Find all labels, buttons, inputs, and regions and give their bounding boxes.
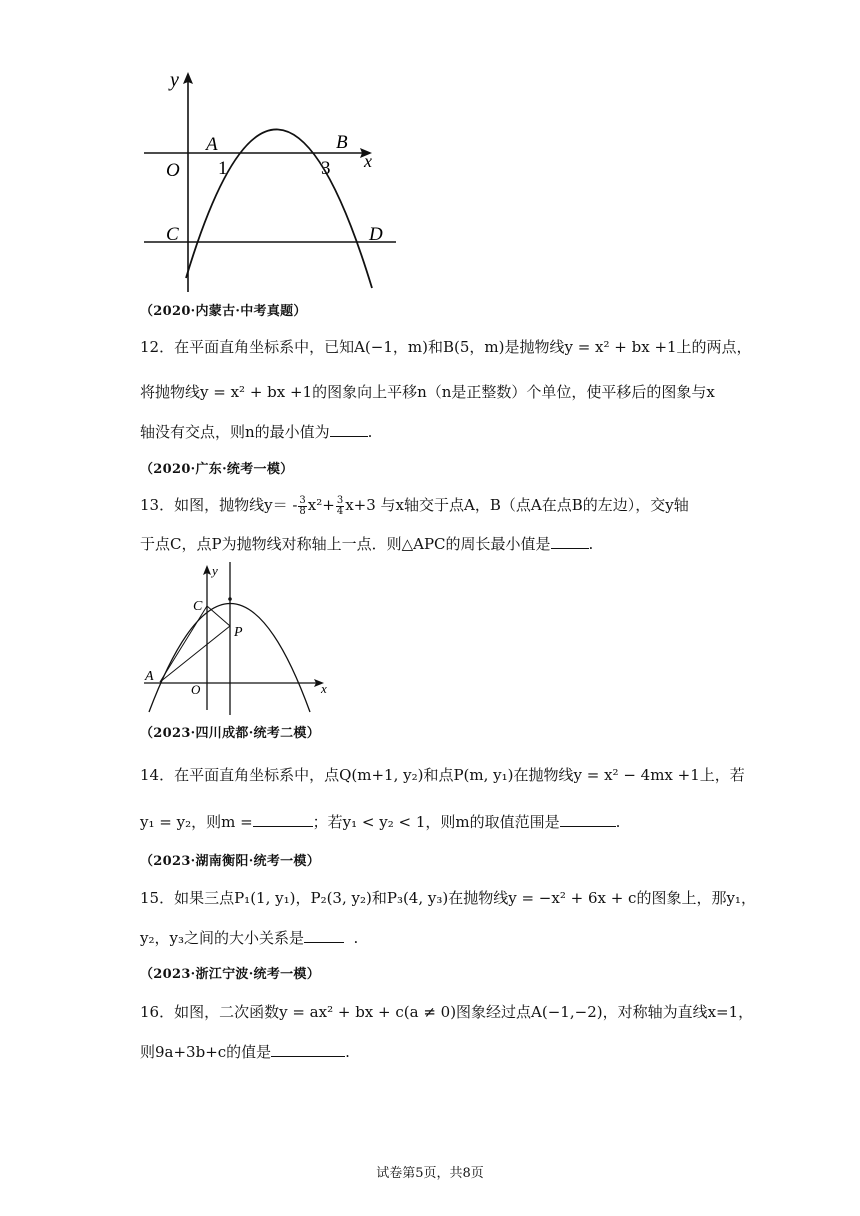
question-number: 15． (140, 889, 175, 907)
label-o: O (191, 682, 201, 697)
question-15-line-2 (140, 927, 358, 949)
answer-blank[interactable] (330, 422, 368, 437)
question-16-line-1 (140, 1001, 753, 1023)
source-label: （2023·湖南衡阳·统考一模） (140, 854, 321, 869)
segment-pa (160, 626, 230, 682)
label-3: 3 (321, 158, 331, 179)
question-12-line-3 (140, 421, 372, 443)
label-o: O (166, 160, 180, 181)
question-number: 13． (140, 496, 175, 514)
answer-blank[interactable] (271, 1042, 345, 1057)
label-y: y (212, 563, 218, 578)
denominator: 4 (336, 505, 344, 517)
figure-parabola-1 (140, 70, 400, 295)
question-16-line-2 (140, 1041, 350, 1063)
question-text: y₁ = y₂，则m = (140, 813, 253, 831)
label-c: C (193, 599, 203, 614)
label-p: P (234, 625, 243, 640)
source-label: （2020·内蒙古·中考真题） (140, 304, 307, 319)
question-12-line-1 (140, 336, 752, 358)
source-label: （2020·广东·统考一模） (140, 462, 294, 477)
label-a: A (145, 669, 154, 684)
question-14-line-2 (140, 811, 620, 833)
point-vertex (228, 597, 232, 601)
question-15-line-1 (140, 887, 756, 909)
question-number: 16． (140, 1003, 175, 1021)
question-number: 14． (140, 766, 175, 784)
question-13-line-2 (140, 533, 593, 555)
period: . (588, 535, 594, 553)
label-d: D (369, 224, 383, 245)
numerator: 3 (336, 494, 344, 506)
segment-ac (160, 606, 207, 682)
question-14-line-1 (140, 764, 745, 786)
period: . (615, 813, 621, 831)
page-footer: 试卷第5页，共8页 (376, 1166, 484, 1181)
question-text: ；若y₁ < y₂ < 1，则m的取值范围是 (312, 813, 560, 831)
question-text: x²+ (307, 496, 335, 514)
answer-blank[interactable] (304, 928, 344, 943)
source-label: （2023·浙江宁波·统考一模） (140, 967, 321, 982)
segment-cp (207, 606, 230, 626)
label-1: 1 (218, 158, 228, 179)
period: . (367, 423, 373, 441)
question-text: 轴没有交点，则n的最小值为 (140, 423, 330, 441)
question-text: y₂，y₃之间的大小关系是 (140, 929, 304, 947)
label-a: A (206, 134, 218, 155)
question-text: 如图，抛物线y＝ - (174, 496, 298, 514)
numerator: 3 (299, 494, 306, 506)
label-c: C (166, 224, 179, 245)
question-13-line-1 (140, 494, 689, 517)
question-number: 12． (140, 338, 175, 356)
period: . (353, 929, 359, 947)
period: . (345, 1043, 350, 1061)
fraction (336, 496, 344, 517)
question-text: 则9a+3b+c的值是 (140, 1043, 272, 1061)
question-text: 于点C，点P为抛物线对称轴上一点．则△APC的周长最小值是 (140, 535, 551, 553)
source-label: （2023·四川成都·统考二模） (140, 726, 321, 741)
question-text: 如果三点P₁(1, y₁)，P₂(3, y₂)和P₃(4, y₃)在抛物线y = −x² + 6x + c的图象上，那y₁， (174, 889, 756, 907)
label-b: B (336, 132, 348, 153)
answer-blank[interactable] (253, 812, 313, 827)
answer-blank[interactable] (560, 812, 616, 827)
question-text: 将抛物线y = x² + bx +1的图象向上平移n（n是正整数）个单位，使平移后的图象与x (140, 383, 715, 401)
figure-parabola-2 (140, 560, 340, 715)
answer-blank[interactable] (551, 534, 589, 549)
label-x: x (364, 151, 372, 171)
label-x: x (321, 681, 327, 696)
question-text: 在平面直角坐标系中，已知A(−1，m)和B(5，m)是抛物线y = x² + bx +1上的两点， (174, 338, 752, 356)
denominator: 8 (299, 505, 306, 517)
question-text: 在平面直角坐标系中，点Q(m+1, y₂)和点P(m, y₁)在抛物线y = x² − 4mx +1上，若 (174, 766, 745, 784)
question-text: 如图，二次函数y = ax² + bx + c(a ≠ 0)图象经过点A(−1,−2)，对称轴为直线x=1， (174, 1003, 754, 1021)
question-12-line-2 (140, 381, 715, 403)
question-text: x+3 与x轴交于点A，B（点A在点B的左边），交y轴 (345, 496, 689, 514)
fraction (298, 496, 306, 517)
label-y: y (170, 70, 179, 91)
